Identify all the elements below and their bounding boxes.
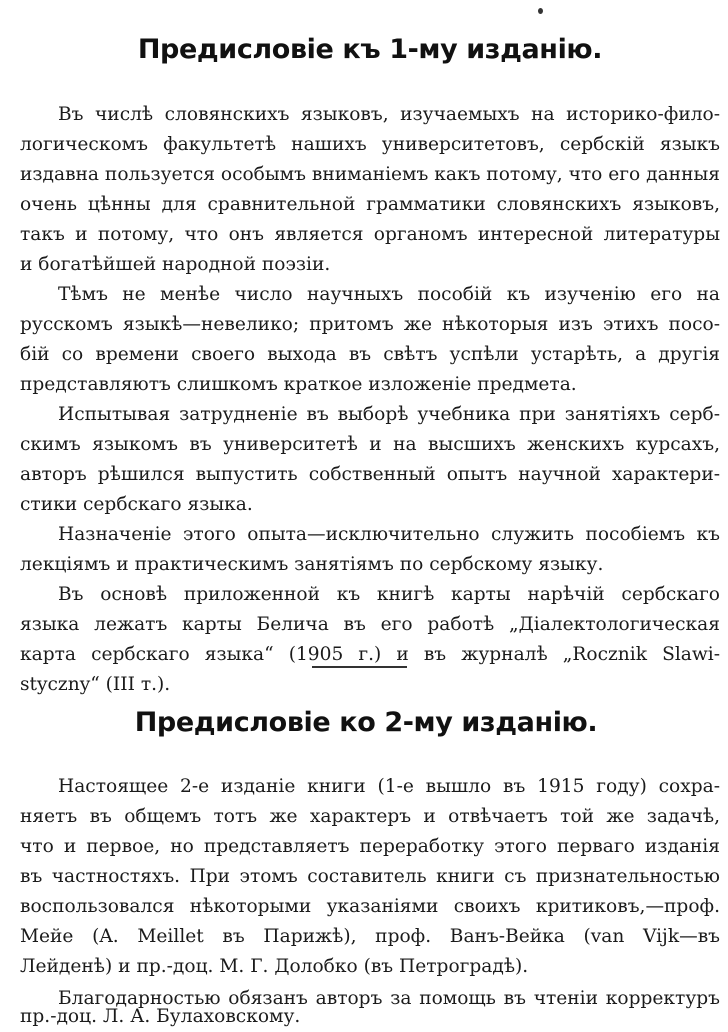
text-line: Испытывая затрудненіе въ выборѣ учебника при занятіяхъ серб-	[58, 404, 720, 425]
text-line: русскомъ языкѣ—невелико; притомъ же нѣкоторыя изъ этихъ посо-	[20, 314, 720, 335]
text-line: воспользовался нѣкоторыми указаніями своихъ критиковъ,—проф.	[20, 896, 720, 917]
text-line: такъ и потому, что онъ является органомъ интересной литературы	[20, 224, 720, 245]
second-preface-title: Предисловіе ко 2-му изданію.	[134, 707, 598, 738]
text-line: что и первое, но представляетъ переработку этого перваго изданія	[20, 836, 720, 857]
text-line: и богатѣйшей народной поэзіи.	[20, 254, 331, 275]
text-line: представляютъ слишкомъ краткое изложеніе предмета.	[20, 374, 577, 395]
text-line: Мейе (A. Meillet въ Парижѣ), проф. Ванъ-Вейка (van Vijk—въ	[20, 926, 720, 947]
text-line: скимъ языкомъ въ университетѣ и на высшихъ женскихъ курсахъ,	[20, 434, 720, 455]
text-line: въ частностяхъ. При этомъ составитель книги съ признательностью	[20, 866, 720, 887]
text-line: Благодарностью обязанъ авторъ за помощь въ чтеніи корректуръ	[58, 988, 720, 1009]
text-line: карта сербскаго языка“ (1905 г.) и въ журналѣ „Rocznik Slawi-	[20, 644, 720, 665]
text-line: няетъ въ общемъ тотъ же характеръ и отвѣчаетъ той же задачѣ,	[20, 806, 720, 827]
text-line: стики сербскаго языка.	[20, 494, 253, 515]
text-line: Лейденѣ) и пр.-доц. М. Г. Долобко (въ Петроградѣ).	[20, 956, 529, 977]
text-line: языка лежатъ карты Белича въ его работѣ „Діалектологическая	[20, 614, 720, 635]
text-line: логическомъ факультетѣ нашихъ университетовъ, сербскій языкъ	[20, 134, 720, 155]
text-line: styczny“ (III т.).	[20, 674, 171, 695]
text-line: пр.-доц. Л. А. Булаховскому.	[20, 1006, 301, 1027]
ink-speck	[538, 8, 543, 14]
text-line: Назначеніе этого опыта—исключительно служить пособіемъ къ	[58, 524, 720, 545]
text-line: лекціямъ и практическимъ занятіямъ по сербскому языку.	[20, 554, 604, 575]
section-divider	[312, 666, 407, 668]
text-line: Въ числѣ словянскихъ языковъ, изучаемыхъ на историко-фило-	[58, 104, 720, 125]
first-preface-title: Предисловіе къ 1-му изданію.	[137, 34, 603, 65]
text-line: Настоящее 2-е изданіе книги (1-е вышло въ 1915 году) сохра-	[58, 776, 720, 797]
text-line: издавна пользуется особымъ вниманіемъ какъ потому, что его данныя	[20, 164, 720, 185]
text-line: авторъ рѣшился выпустить собственный опытъ научной характери-	[20, 464, 720, 485]
text-line: Тѣмъ не менѣе число научныхъ пособій къ изученію его на	[58, 284, 720, 305]
text-line: Въ основѣ приложенной къ книгѣ карты нарѣчій сербскаго	[58, 584, 720, 605]
text-line: бій со времени своего выхода въ свѣтъ успѣли устарѣть, а другія	[20, 344, 720, 365]
text-line: очень цѣнны для сравнительной грамматики словянскихъ языковъ,	[20, 194, 720, 215]
